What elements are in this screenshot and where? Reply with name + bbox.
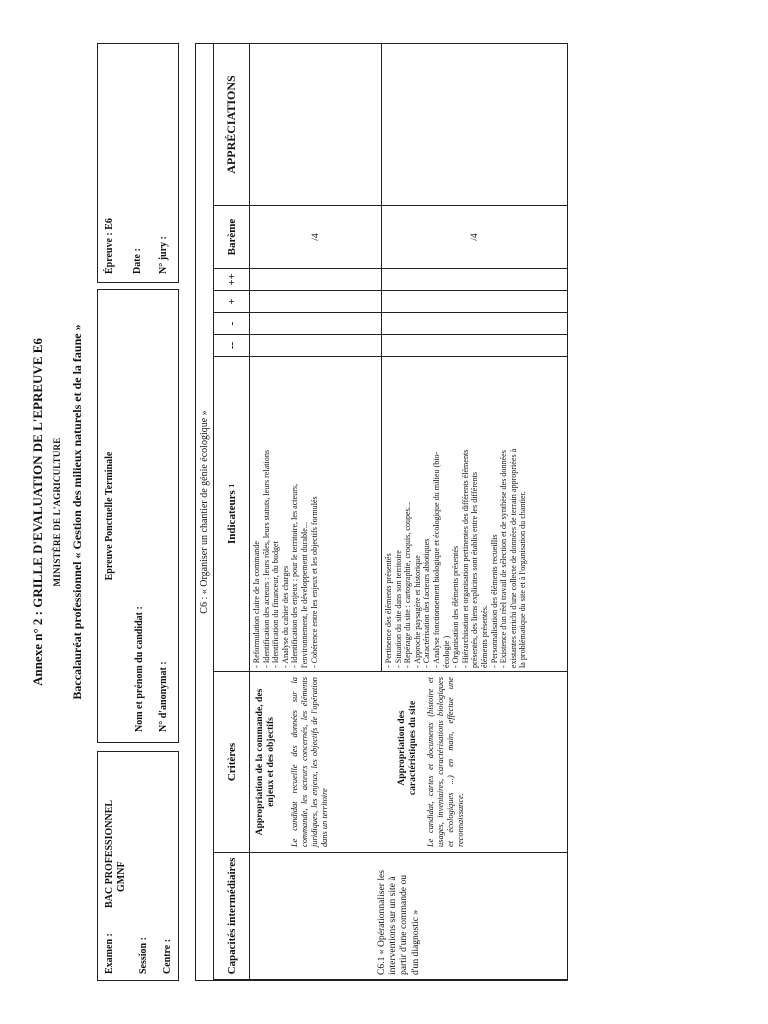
col-header-bareme: Barème [225, 218, 238, 256]
document-title: Annexe n° 2 : GRILLE D'EVALUATION DE L'EPREUVE E6 [30, 338, 45, 686]
indicator-line: - Hiérarchisation et organisation pertinentes des différents éléments [460, 449, 470, 668]
indicator-line: - Pertinence des éléments présentés [384, 553, 393, 668]
rating-cell-insufficient[interactable] [382, 313, 567, 334]
col-header-criteres: Critères [225, 742, 238, 782]
critere-site [396, 677, 466, 847]
date-label: Date : [132, 248, 143, 274]
critere-commande [254, 677, 330, 847]
indicator-line: écologie ) [441, 635, 451, 668]
indicator-line: - Analyse fonctionnement biologique et écologique du milieu (bio- [431, 451, 441, 668]
indicator-line: la problématique du site et à l'organisation du chantier. [518, 491, 528, 668]
indicator-line: - Situation du site dans son territoire [393, 550, 403, 668]
bareme-site: /4 [469, 233, 480, 241]
col-header-indicateurs [214, 357, 249, 671]
rating-cell-very-insufficient[interactable] [382, 335, 567, 356]
anonymat-label: N° d'anonymat : [158, 661, 169, 732]
critere-site-text: Le candidat, cartes et documents (histoire et usages, inventaires, caractérisations biologiques et écologiques ...) en main, effectue une reconnaissance. [426, 677, 465, 847]
indicator-line: - Repérage du site : cartographie, croquis, coupes... [403, 502, 413, 668]
indicator-line: - Personnalisation des éléments recueillis [489, 534, 499, 668]
indicator-line: - Approche paysagère et historique [412, 555, 422, 668]
indicator-line: - Identification des enjeux : pour le territoire, les acteurs, [290, 483, 300, 668]
rating-cell-very-insufficient[interactable] [250, 335, 381, 356]
candidate-name-label: Nom et prénom du candidat : [134, 606, 145, 732]
rating-cell-satisfactory[interactable] [382, 291, 567, 312]
col-header-very-satisfactory: ++ [225, 273, 238, 286]
footnote-marker: 1 [227, 483, 236, 488]
session-label: Session : [138, 937, 149, 974]
examen-label: Examen : [104, 933, 115, 974]
epreuve-info-box [97, 43, 179, 283]
indicator-line: - Caractérisation des facteurs abiotiques [422, 538, 432, 668]
col-header-insufficient: - [225, 321, 238, 326]
appreciation-site[interactable] [382, 44, 567, 205]
exam-info-box [97, 751, 179, 981]
examen-value-line-2: GMNF [116, 861, 127, 892]
indicator-line: - Reformulation claire de la commande [252, 541, 261, 668]
critere-commande-text: Le candidat recueille des données sur la commande, les acteurs concernés, les éléments juridiques, les enjeux, les objectifs de l'opération dans un territoire [290, 677, 329, 847]
rating-cell-very-satisfactory[interactable] [382, 269, 567, 290]
col-header-satisfactory: + [225, 298, 238, 305]
indicator-line: - Cohérence entre les enjeux et les objectifs formulés [309, 496, 319, 668]
indicator-line: éléments présentés. [479, 605, 489, 668]
col-header-appreciations: APPRÉCIATIONS [224, 75, 238, 174]
col-header-indicateurs-label: Indicateurs [225, 490, 238, 545]
indicator-line: - Analyse du cahier des charges [280, 565, 290, 668]
col-header-capacites: Capacités intermédiaires [225, 857, 238, 975]
indicator-line: - Identification du financeur, du budget [271, 541, 281, 668]
indicateurs-commande [252, 360, 319, 668]
bareme-commande: /4 [310, 233, 321, 241]
col-header-very-insufficient: -- [225, 341, 238, 350]
indicator-line: existantes enrichi d'une collecte de données de terrain appropriées à [508, 448, 518, 668]
rating-cell-insufficient[interactable] [250, 313, 381, 334]
centre-label: Centre : [162, 938, 173, 974]
competence-c6-title: C6 : « Organiser un chantier de génie écologique » [199, 410, 210, 614]
examen-value-line-1: BAC PROFESSIONNEL [104, 799, 115, 908]
diploma-title: Baccalauréat professionnel « Gestion des milieux naturels et de la faune » [70, 324, 84, 700]
indicateurs-site [384, 360, 528, 668]
candidate-info-box [97, 289, 179, 743]
jury-label: N° jury : [158, 236, 169, 274]
evaluation-grid [195, 43, 568, 981]
rating-cell-very-satisfactory[interactable] [250, 269, 381, 290]
indicator-line: - Organisation des éléments présentés [451, 545, 461, 668]
critere-site-title: Appropriation des caractéristiques du site [396, 700, 418, 796]
rating-cell-satisfactory[interactable] [250, 291, 381, 312]
ministry-name: MINISTÈRE DE L'AGRICULTURE [52, 437, 62, 587]
capacite-c61: C6.1 « Opérationnaliser les interventions sur un site à partir d'une commande ou d'un diagnostic » [376, 870, 421, 975]
indicator-line: - Existence d'un réel travail de sélection et de synthèse des données [499, 450, 509, 668]
epreuve-ponctuelle-title: Epreuve Ponctuelle Terminale [104, 451, 115, 581]
appreciation-commande[interactable] [250, 44, 381, 205]
critere-commande-title: Appropriation de la commande, des enjeux et des objectifs [254, 688, 276, 836]
indicator-line: présentés, des liens explicites sont établis entre les différents [470, 471, 480, 668]
indicator-line: l'environnement, le développement durable... [299, 522, 309, 668]
epreuve-label: Épreuve : E6 [104, 218, 115, 274]
indicator-line: - Identification des acteurs : leurs rôles, leurs statuts, leurs relations [261, 449, 271, 668]
